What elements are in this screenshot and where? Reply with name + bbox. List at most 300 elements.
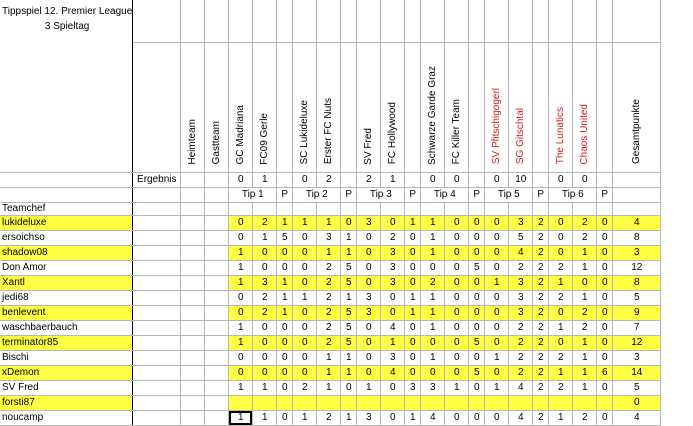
player-name[interactable]: terminator85 [0, 335, 133, 350]
player-gast-cell [205, 395, 229, 410]
tip-value-cell[interactable]: 2 [381, 230, 405, 245]
tip-value-cell[interactable]: 2 [573, 320, 597, 335]
tip-value-cell[interactable]: 1 [405, 410, 421, 425]
tip-value-cell[interactable]: 4 [421, 410, 445, 425]
tip-value-cell[interactable]: 1 [485, 380, 509, 395]
tip-value-cell[interactable]: 0 [277, 410, 293, 425]
tip-value-cell[interactable]: 2 [549, 350, 573, 365]
tip-value-cell[interactable]: 3 [509, 275, 533, 290]
table-row [0, 290, 661, 305]
tip-value-cell[interactable]: 2 [533, 305, 549, 320]
tip-value-cell[interactable]: 0 [597, 380, 613, 395]
tip-value-cell[interactable]: 0 [229, 230, 253, 245]
tip-value-cell[interactable]: 2 [533, 365, 549, 380]
tip-value-cell[interactable]: 1 [317, 215, 341, 230]
tip-value-cell[interactable]: 3 [357, 410, 381, 425]
tip-value-cell[interactable]: 0 [293, 350, 317, 365]
tip-value-cell[interactable]: 0 [469, 230, 485, 245]
tip-value-cell[interactable]: 0 [597, 305, 613, 320]
tip-value-cell[interactable]: 1 [229, 410, 253, 425]
tip-value-cell[interactable] [485, 395, 509, 410]
tip-value-cell[interactable]: 2 [573, 230, 597, 245]
tip-value-cell[interactable]: 0 [293, 305, 317, 320]
tip-value-cell[interactable]: 3 [381, 350, 405, 365]
tip-value-cell[interactable]: 1 [341, 365, 357, 380]
tip-value-cell[interactable]: 1 [573, 335, 597, 350]
tip-value-cell[interactable]: 1 [405, 305, 421, 320]
tip-value-cell[interactable]: 0 [357, 365, 381, 380]
tip-value-cell[interactable]: 0 [445, 290, 469, 305]
tip-value-cell[interactable]: 3 [357, 305, 381, 320]
header-blank-cell [549, 0, 573, 42]
tip-value-cell[interactable]: 5 [469, 365, 485, 380]
tip-value-cell[interactable]: 5 [469, 335, 485, 350]
tip-value-cell[interactable]: 0 [405, 320, 421, 335]
tip-value-cell[interactable]: 0 [549, 215, 573, 230]
tip-value-cell[interactable]: 2 [253, 305, 277, 320]
tip-value-cell[interactable]: 1 [573, 380, 597, 395]
tip-value-cell[interactable]: 1 [277, 275, 293, 290]
tip-value-cell[interactable] [253, 395, 277, 410]
tip-value-cell[interactable]: 3 [381, 260, 405, 275]
tip-value-cell[interactable]: 1 [573, 365, 597, 380]
tip-value-cell[interactable]: 2 [253, 290, 277, 305]
tip-value-cell[interactable]: 3 [317, 230, 341, 245]
tip-value-cell[interactable]: 0 [357, 350, 381, 365]
tip-value-cell[interactable]: 1 [549, 275, 573, 290]
tip-value-cell[interactable]: 4 [509, 245, 533, 260]
player-name[interactable]: Don Amor [0, 260, 133, 275]
table-row [0, 230, 661, 245]
tip-value-cell[interactable]: 0 [293, 245, 317, 260]
player-gast-cell [205, 290, 229, 305]
tip-value-cell[interactable]: 2 [533, 350, 549, 365]
tip-value-cell[interactable]: 0 [293, 275, 317, 290]
header-blank-cell [597, 0, 613, 42]
tip-value-cell[interactable]: 2 [509, 350, 533, 365]
tip-value-cell[interactable]: 2 [509, 335, 533, 350]
result-points-3 [405, 172, 421, 187]
tip-value-cell[interactable]: 2 [533, 230, 549, 245]
tip-value-cell[interactable]: 3 [509, 215, 533, 230]
tip-value-cell[interactable] [573, 395, 597, 410]
result-points-4 [469, 172, 485, 187]
tip-value-cell[interactable]: 2 [549, 290, 573, 305]
player-blank-cell [133, 410, 181, 425]
player-name[interactable]: Bischi [0, 350, 133, 365]
tip-value-cell[interactable]: 2 [317, 335, 341, 350]
tip-value-cell[interactable]: 0 [469, 380, 485, 395]
player-name[interactable]: lukideluxe [0, 215, 133, 230]
tip-value-cell[interactable] [277, 395, 293, 410]
tip-value-cell[interactable]: 0 [597, 410, 613, 425]
tip-value-cell[interactable]: 2 [533, 410, 549, 425]
tip-value-cell[interactable]: 0 [293, 320, 317, 335]
tip-value-cell[interactable]: 0 [469, 410, 485, 425]
tip-value-cell[interactable]: 1 [573, 260, 597, 275]
ergebnis-name-cell [0, 172, 133, 187]
tip-value-cell[interactable]: 5 [341, 305, 357, 320]
tip-value-cell[interactable]: 0 [229, 290, 253, 305]
tip-value-cell[interactable]: 0 [469, 275, 485, 290]
tip-value-cell[interactable]: 0 [277, 380, 293, 395]
tip-value-cell[interactable]: 0 [445, 350, 469, 365]
tip-value-cell[interactable]: 0 [445, 320, 469, 335]
tip-value-cell[interactable] [533, 395, 549, 410]
tip-value-cell[interactable]: 5 [341, 260, 357, 275]
tip-value-cell[interactable]: 2 [509, 260, 533, 275]
tip-value-cell[interactable]: 2 [317, 320, 341, 335]
away-team-name: Erster FC Nuts [322, 98, 334, 165]
tip-value-cell[interactable]: 2 [573, 410, 597, 425]
tip-value-cell[interactable]: 1 [277, 290, 293, 305]
tip-value-cell[interactable]: 1 [573, 245, 597, 260]
tip-value-cell[interactable]: 0 [485, 365, 509, 380]
tip-value-cell[interactable]: 1 [253, 230, 277, 245]
tip-value-cell[interactable]: 0 [253, 245, 277, 260]
teamchef-blank-cell [317, 202, 341, 215]
tip-value-cell[interactable]: 1 [573, 350, 597, 365]
player-blank-cell [133, 290, 181, 305]
tip-value-cell[interactable]: 1 [341, 230, 357, 245]
tip-value-cell[interactable]: 0 [445, 275, 469, 290]
player-name[interactable]: Xantl [0, 275, 133, 290]
tip-value-cell[interactable]: 2 [317, 305, 341, 320]
tip-value-cell[interactable]: 0 [293, 230, 317, 245]
tip-value-cell[interactable]: 1 [253, 410, 277, 425]
tip-value-cell[interactable]: 1 [229, 275, 253, 290]
tip-value-cell[interactable]: 0 [597, 260, 613, 275]
tip-value-cell[interactable]: 2 [293, 380, 317, 395]
tip-value-cell[interactable]: 5 [509, 230, 533, 245]
tip-value-cell[interactable]: 0 [229, 365, 253, 380]
tip-value-cell[interactable]: 0 [469, 350, 485, 365]
tip-value-cell[interactable]: 2 [253, 215, 277, 230]
tip-value-cell[interactable]: 0 [597, 230, 613, 245]
tip-value-cell[interactable]: 0 [341, 215, 357, 230]
tip-value-cell[interactable]: 0 [485, 215, 509, 230]
tip-value-cell[interactable]: 2 [573, 215, 597, 230]
tip-value-cell[interactable]: 2 [533, 275, 549, 290]
tip-value-cell[interactable]: 0 [405, 275, 421, 290]
tip-value-cell[interactable]: 1 [485, 275, 509, 290]
tip-value-cell[interactable]: 1 [421, 290, 445, 305]
tip-header-5: Tip 5 [485, 187, 533, 202]
tip-value-cell[interactable]: 0 [405, 230, 421, 245]
tip-value-cell[interactable]: 1 [293, 215, 317, 230]
tip-value-cell[interactable]: 1 [421, 230, 445, 245]
tip-value-cell[interactable]: 1 [421, 245, 445, 260]
tip-value-cell[interactable]: 0 [293, 335, 317, 350]
player-name[interactable]: benlevent [0, 305, 133, 320]
tip-value-cell[interactable]: 1 [549, 365, 573, 380]
tip-value-cell[interactable] [381, 395, 405, 410]
player-name[interactable]: shadow08 [0, 245, 133, 260]
tip-value-cell[interactable]: 1 [317, 365, 341, 380]
tip-value-cell[interactable]: 1 [421, 320, 445, 335]
tip-value-cell[interactable]: 2 [533, 260, 549, 275]
tip-value-cell[interactable]: 2 [533, 380, 549, 395]
tip-value-cell[interactable]: 1 [341, 410, 357, 425]
tip-value-cell[interactable]: 1 [357, 380, 381, 395]
tip-value-cell[interactable]: 1 [341, 245, 357, 260]
tip-value-cell[interactable]: 0 [485, 260, 509, 275]
tip-value-cell[interactable]: 0 [549, 305, 573, 320]
tip-value-cell[interactable]: 0 [229, 350, 253, 365]
tip-value-cell[interactable]: 0 [381, 305, 405, 320]
tip-value-cell[interactable]: 1 [421, 350, 445, 365]
tip-value-cell[interactable]: 3 [405, 380, 421, 395]
tip-value-cell[interactable]: 4 [381, 320, 405, 335]
tip-value-cell[interactable]: 0 [445, 230, 469, 245]
tip-value-cell[interactable]: 1 [317, 245, 341, 260]
tip-value-cell[interactable]: 5 [469, 260, 485, 275]
tip-value-cell[interactable]: 1 [549, 320, 573, 335]
player-name[interactable]: forsti87 [0, 395, 133, 410]
player-name[interactable]: xDemon [0, 365, 133, 380]
tip-value-cell[interactable]: 0 [445, 260, 469, 275]
match-4-points-header [469, 42, 485, 172]
tip-value-cell[interactable]: 0 [445, 305, 469, 320]
tip-value-cell[interactable]: 0 [549, 230, 573, 245]
tip-value-cell[interactable]: 1 [317, 350, 341, 365]
tip-value-cell[interactable]: 2 [573, 305, 597, 320]
tip-value-cell[interactable]: 1 [277, 305, 293, 320]
tip-value-cell[interactable]: 2 [533, 290, 549, 305]
tip-value-cell[interactable]: 1 [229, 260, 253, 275]
tip-value-cell[interactable]: 0 [445, 215, 469, 230]
tip-header-6: Tip 6 [549, 187, 597, 202]
tip-value-cell[interactable]: 0 [253, 320, 277, 335]
tip-value-cell[interactable]: 0 [405, 350, 421, 365]
result-away-5: 10 [509, 172, 533, 187]
tip-value-cell[interactable]: 0 [405, 260, 421, 275]
tip-value-cell[interactable]: 3 [509, 305, 533, 320]
tip-value-cell[interactable]: 0 [253, 350, 277, 365]
tip-value-cell[interactable]: 0 [573, 275, 597, 290]
tip-value-cell[interactable] [357, 395, 381, 410]
tip-value-cell[interactable]: 0 [485, 335, 509, 350]
tip-value-cell[interactable]: 1 [405, 215, 421, 230]
player-total: 0 [613, 395, 661, 410]
tip-value-cell[interactable]: 0 [597, 350, 613, 365]
tip-value-cell[interactable]: 3 [509, 290, 533, 305]
tip-value-cell[interactable] [549, 395, 573, 410]
match-2-points-header [341, 42, 357, 172]
tip-value-cell[interactable]: 1 [317, 380, 341, 395]
tip-value-cell[interactable]: 5 [277, 230, 293, 245]
tip-value-cell[interactable]: 0 [277, 260, 293, 275]
tip-value-cell[interactable] [317, 395, 341, 410]
tip-value-cell[interactable]: 2 [317, 410, 341, 425]
tip-value-cell[interactable]: 3 [357, 215, 381, 230]
tip-value-cell[interactable]: 0 [293, 260, 317, 275]
tip-value-cell[interactable] [421, 395, 445, 410]
col-gastteam [205, 42, 229, 172]
tip-value-cell[interactable]: 0 [485, 410, 509, 425]
tip-value-cell[interactable]: 0 [549, 335, 573, 350]
tip-value-cell[interactable]: 0 [277, 335, 293, 350]
tip-value-cell[interactable]: 0 [405, 245, 421, 260]
player-name[interactable]: ersoichso [0, 230, 133, 245]
tip-value-cell[interactable]: 6 [597, 365, 613, 380]
tip-value-cell[interactable]: 0 [229, 215, 253, 230]
tip-value-cell[interactable]: 0 [357, 245, 381, 260]
tip-value-cell[interactable]: 2 [509, 365, 533, 380]
tip-value-cell[interactable]: 0 [469, 305, 485, 320]
tip-value-cell[interactable]: 0 [405, 335, 421, 350]
tip-value-cell[interactable]: 1 [405, 290, 421, 305]
tip-value-cell[interactable] [293, 395, 317, 410]
tip-value-cell[interactable] [229, 395, 253, 410]
tip-value-cell[interactable]: 0 [421, 365, 445, 380]
tip-value-cell[interactable]: 5 [341, 275, 357, 290]
tip-value-cell[interactable]: 1 [485, 350, 509, 365]
tip-value-cell[interactable]: 0 [445, 335, 469, 350]
tip-value-cell[interactable]: 2 [533, 245, 549, 260]
teamchef-blank-cell [293, 202, 317, 215]
tip-value-cell[interactable]: 1 [421, 215, 445, 230]
tip-value-cell[interactable]: 1 [229, 245, 253, 260]
player-name[interactable]: SV Fred [0, 380, 133, 395]
tip-value-cell[interactable]: 0 [421, 260, 445, 275]
tip-value-cell[interactable]: 0 [445, 245, 469, 260]
tip-value-cell[interactable]: 3 [421, 380, 445, 395]
tip-value-cell[interactable]: 0 [253, 365, 277, 380]
tip-value-cell[interactable]: 0 [357, 275, 381, 290]
tip-value-cell[interactable]: 1 [341, 350, 357, 365]
tip-value-cell[interactable]: 0 [381, 380, 405, 395]
teamchef-blank-cell [533, 202, 549, 215]
tip-value-cell[interactable]: 0 [597, 320, 613, 335]
player-gast-cell [205, 380, 229, 395]
tip-value-cell[interactable]: 2 [549, 380, 573, 395]
tip-value-cell[interactable]: 4 [509, 410, 533, 425]
tip-value-cell[interactable]: 0 [405, 365, 421, 380]
tip-value-cell[interactable]: 0 [341, 380, 357, 395]
tip-value-cell[interactable]: 0 [485, 305, 509, 320]
header-blank-cell [485, 0, 509, 42]
tip-value-cell[interactable]: 0 [357, 335, 381, 350]
tip-value-cell[interactable]: 0 [445, 365, 469, 380]
tip-value-cell[interactable]: 0 [253, 260, 277, 275]
tip-value-cell[interactable]: 4 [381, 365, 405, 380]
tip-value-cell[interactable] [597, 395, 613, 410]
tip-value-cell[interactable]: 0 [277, 365, 293, 380]
tip-value-cell[interactable]: 2 [317, 260, 341, 275]
tip-value-cell[interactable]: 5 [341, 320, 357, 335]
tip-value-cell[interactable]: 0 [469, 320, 485, 335]
tip-value-cell[interactable]: 5 [341, 335, 357, 350]
tip-value-cell[interactable]: 2 [317, 275, 341, 290]
player-gast-cell [205, 365, 229, 380]
tip-value-cell[interactable]: 2 [533, 320, 549, 335]
player-blank-cell [133, 275, 181, 290]
tip-value-cell[interactable]: 3 [381, 245, 405, 260]
tip-value-cell[interactable]: 1 [277, 215, 293, 230]
tip-value-cell[interactable] [405, 395, 421, 410]
tip-value-cell[interactable]: 0 [445, 410, 469, 425]
tip-value-cell[interactable]: 0 [597, 290, 613, 305]
tip-value-cell[interactable]: 2 [421, 275, 445, 290]
tip-value-cell[interactable]: 0 [357, 230, 381, 245]
player-name[interactable]: noucamp [0, 410, 133, 425]
tip-value-cell[interactable]: 0 [253, 335, 277, 350]
tip-value-cell[interactable]: 0 [469, 215, 485, 230]
tip-value-cell[interactable]: 0 [485, 290, 509, 305]
tip-value-cell[interactable] [469, 395, 485, 410]
tip-value-cell[interactable]: 0 [277, 320, 293, 335]
teamchef-blank-cell [405, 202, 421, 215]
tip-value-cell[interactable]: 0 [381, 290, 405, 305]
tip-value-cell[interactable]: 0 [357, 320, 381, 335]
tip-value-cell[interactable]: 0 [277, 350, 293, 365]
tip-value-cell[interactable]: 1 [549, 410, 573, 425]
tip-value-cell[interactable]: 0 [597, 275, 613, 290]
tip-value-cell[interactable]: 3 [253, 275, 277, 290]
tip-value-cell[interactable]: 2 [317, 290, 341, 305]
tip-value-cell[interactable]: 0 [229, 305, 253, 320]
tip-value-cell[interactable]: 0 [469, 290, 485, 305]
tip-value-cell[interactable]: 0 [597, 335, 613, 350]
player-name[interactable]: jedi68 [0, 290, 133, 305]
tip-value-cell[interactable]: 1 [293, 290, 317, 305]
away-team-name: SG Gitschtal [514, 108, 526, 165]
tip-value-cell[interactable]: 1 [421, 305, 445, 320]
tip-value-cell[interactable]: 0 [381, 410, 405, 425]
tip-value-cell[interactable]: 0 [485, 320, 509, 335]
tip-value-cell[interactable]: 0 [357, 260, 381, 275]
tip-value-cell[interactable]: 0 [293, 365, 317, 380]
tip-value-cell[interactable]: 2 [549, 260, 573, 275]
tip-value-cell[interactable]: 0 [469, 245, 485, 260]
player-name[interactable]: waschbaerbauch [0, 320, 133, 335]
header-blank-cell [381, 0, 405, 42]
tip-value-cell[interactable]: 0 [277, 245, 293, 260]
tip-value-cell[interactable]: 1 [573, 290, 597, 305]
match-6-away-team [573, 42, 597, 172]
tip-value-cell[interactable]: 1 [445, 380, 469, 395]
tip-value-cell[interactable]: 0 [597, 245, 613, 260]
tip-value-cell[interactable]: 0 [381, 215, 405, 230]
tip-value-cell[interactable]: 0 [549, 245, 573, 260]
tip-value-cell[interactable]: 0 [485, 245, 509, 260]
player-total: 5 [613, 290, 661, 305]
tip-value-cell[interactable] [509, 395, 533, 410]
tip-value-cell[interactable] [445, 395, 469, 410]
tip-value-cell[interactable]: 1 [229, 335, 253, 350]
tip-value-cell[interactable]: 1 [381, 335, 405, 350]
tip-value-cell[interactable]: 1 [229, 320, 253, 335]
tip-value-cell[interactable] [341, 395, 357, 410]
tip-value-cell[interactable]: 4 [509, 380, 533, 395]
tip-value-cell[interactable]: 3 [381, 275, 405, 290]
tip-value-cell[interactable]: 0 [485, 230, 509, 245]
tip-value-cell[interactable]: 1 [293, 410, 317, 425]
player-gast-cell [205, 215, 229, 230]
tip-value-cell[interactable]: 1 [253, 380, 277, 395]
tip-value-cell[interactable]: 1 [341, 290, 357, 305]
tip-value-cell[interactable]: 0 [597, 215, 613, 230]
player-blank-cell [133, 245, 181, 260]
tip-value-cell[interactable]: 1 [229, 380, 253, 395]
tip-value-cell[interactable]: 3 [357, 290, 381, 305]
teamchef-blank-cell [253, 202, 277, 215]
tip-value-cell[interactable]: 0 [421, 335, 445, 350]
tip-value-cell[interactable]: 2 [509, 320, 533, 335]
tip-value-cell[interactable]: 2 [533, 335, 549, 350]
tip-value-cell[interactable]: 2 [533, 215, 549, 230]
